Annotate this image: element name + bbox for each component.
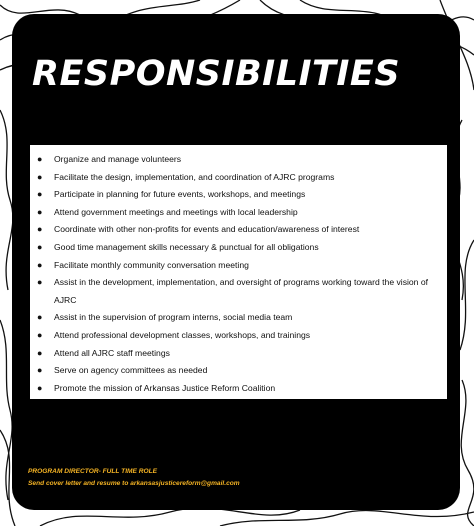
list-item: [30, 204, 447, 222]
list-item-text: Facilitate the design, implementation, and coordination of AJRC programs: [54, 171, 335, 182]
list-item-text: Assist in the supervision of program interns, social media team: [54, 312, 293, 323]
list-item-text: Attend government meetings and meetings with local leadership: [54, 206, 298, 217]
list-item-text: Attend all AJRC staff meetings: [54, 347, 170, 358]
bullet-icon: ●: [37, 154, 43, 164]
bullet-icon: ●: [37, 241, 43, 252]
list-item: [30, 151, 447, 169]
list-item-text: Serve on agency committees as needed: [54, 365, 208, 376]
bullet-icon: ●: [37, 312, 43, 323]
list-item-text: Organize and manage volunteers: [54, 154, 182, 164]
bullet-icon: ●: [37, 206, 43, 217]
bullet-icon: ●: [37, 224, 43, 235]
responsibilities-list: [30, 145, 447, 397]
bullet-icon: ●: [37, 329, 43, 340]
list-item-text: Coordinate with other non-profits for events and education/awareness of interest: [54, 224, 360, 235]
bullet-icon: ●: [37, 365, 43, 376]
role-title: PROGRAM DIRECTOR- FULL TIME ROLE: [28, 468, 158, 475]
job-footer: [28, 466, 240, 490]
bullet-icon: ●: [37, 171, 43, 182]
list-item: [30, 362, 447, 380]
list-item: [30, 274, 447, 309]
list-item: [30, 239, 447, 257]
bullet-icon: ●: [37, 259, 43, 270]
bullet-icon: ●: [37, 347, 43, 358]
list-item: [30, 345, 447, 363]
list-item-text: Participate in planning for future events, workshops, and meetings: [54, 189, 306, 200]
list-item: [30, 186, 447, 204]
list-item: [30, 169, 447, 187]
list-item: [30, 221, 447, 239]
contact-instructions: Send cover letter and resume to arkansasjusticereform@gmail.com: [28, 480, 240, 487]
list-item-text: Attend professional development classes, workshops, and trainings: [54, 329, 311, 340]
bullet-icon: ●: [37, 277, 43, 288]
list-item-text: Promote the mission of Arkansas Justice Reform Coalition: [54, 382, 276, 393]
list-item: [30, 257, 447, 275]
page-title: RESPONSIBILITIES: [32, 54, 401, 94]
list-item-text: Facilitate monthly community conversation meeting: [54, 259, 249, 270]
responsibilities-panel: [30, 145, 447, 399]
bullet-icon: ●: [37, 189, 43, 200]
list-item-text: Assist in the development, implementation, and oversight of programs working toward the vision of AJRC: [54, 277, 429, 305]
list-item: [30, 309, 447, 327]
list-item-text: Good time management skills necessary & punctual for all obligations: [54, 241, 319, 252]
list-item: [30, 380, 447, 398]
list-item: [30, 327, 447, 345]
bullet-icon: ●: [37, 382, 43, 393]
